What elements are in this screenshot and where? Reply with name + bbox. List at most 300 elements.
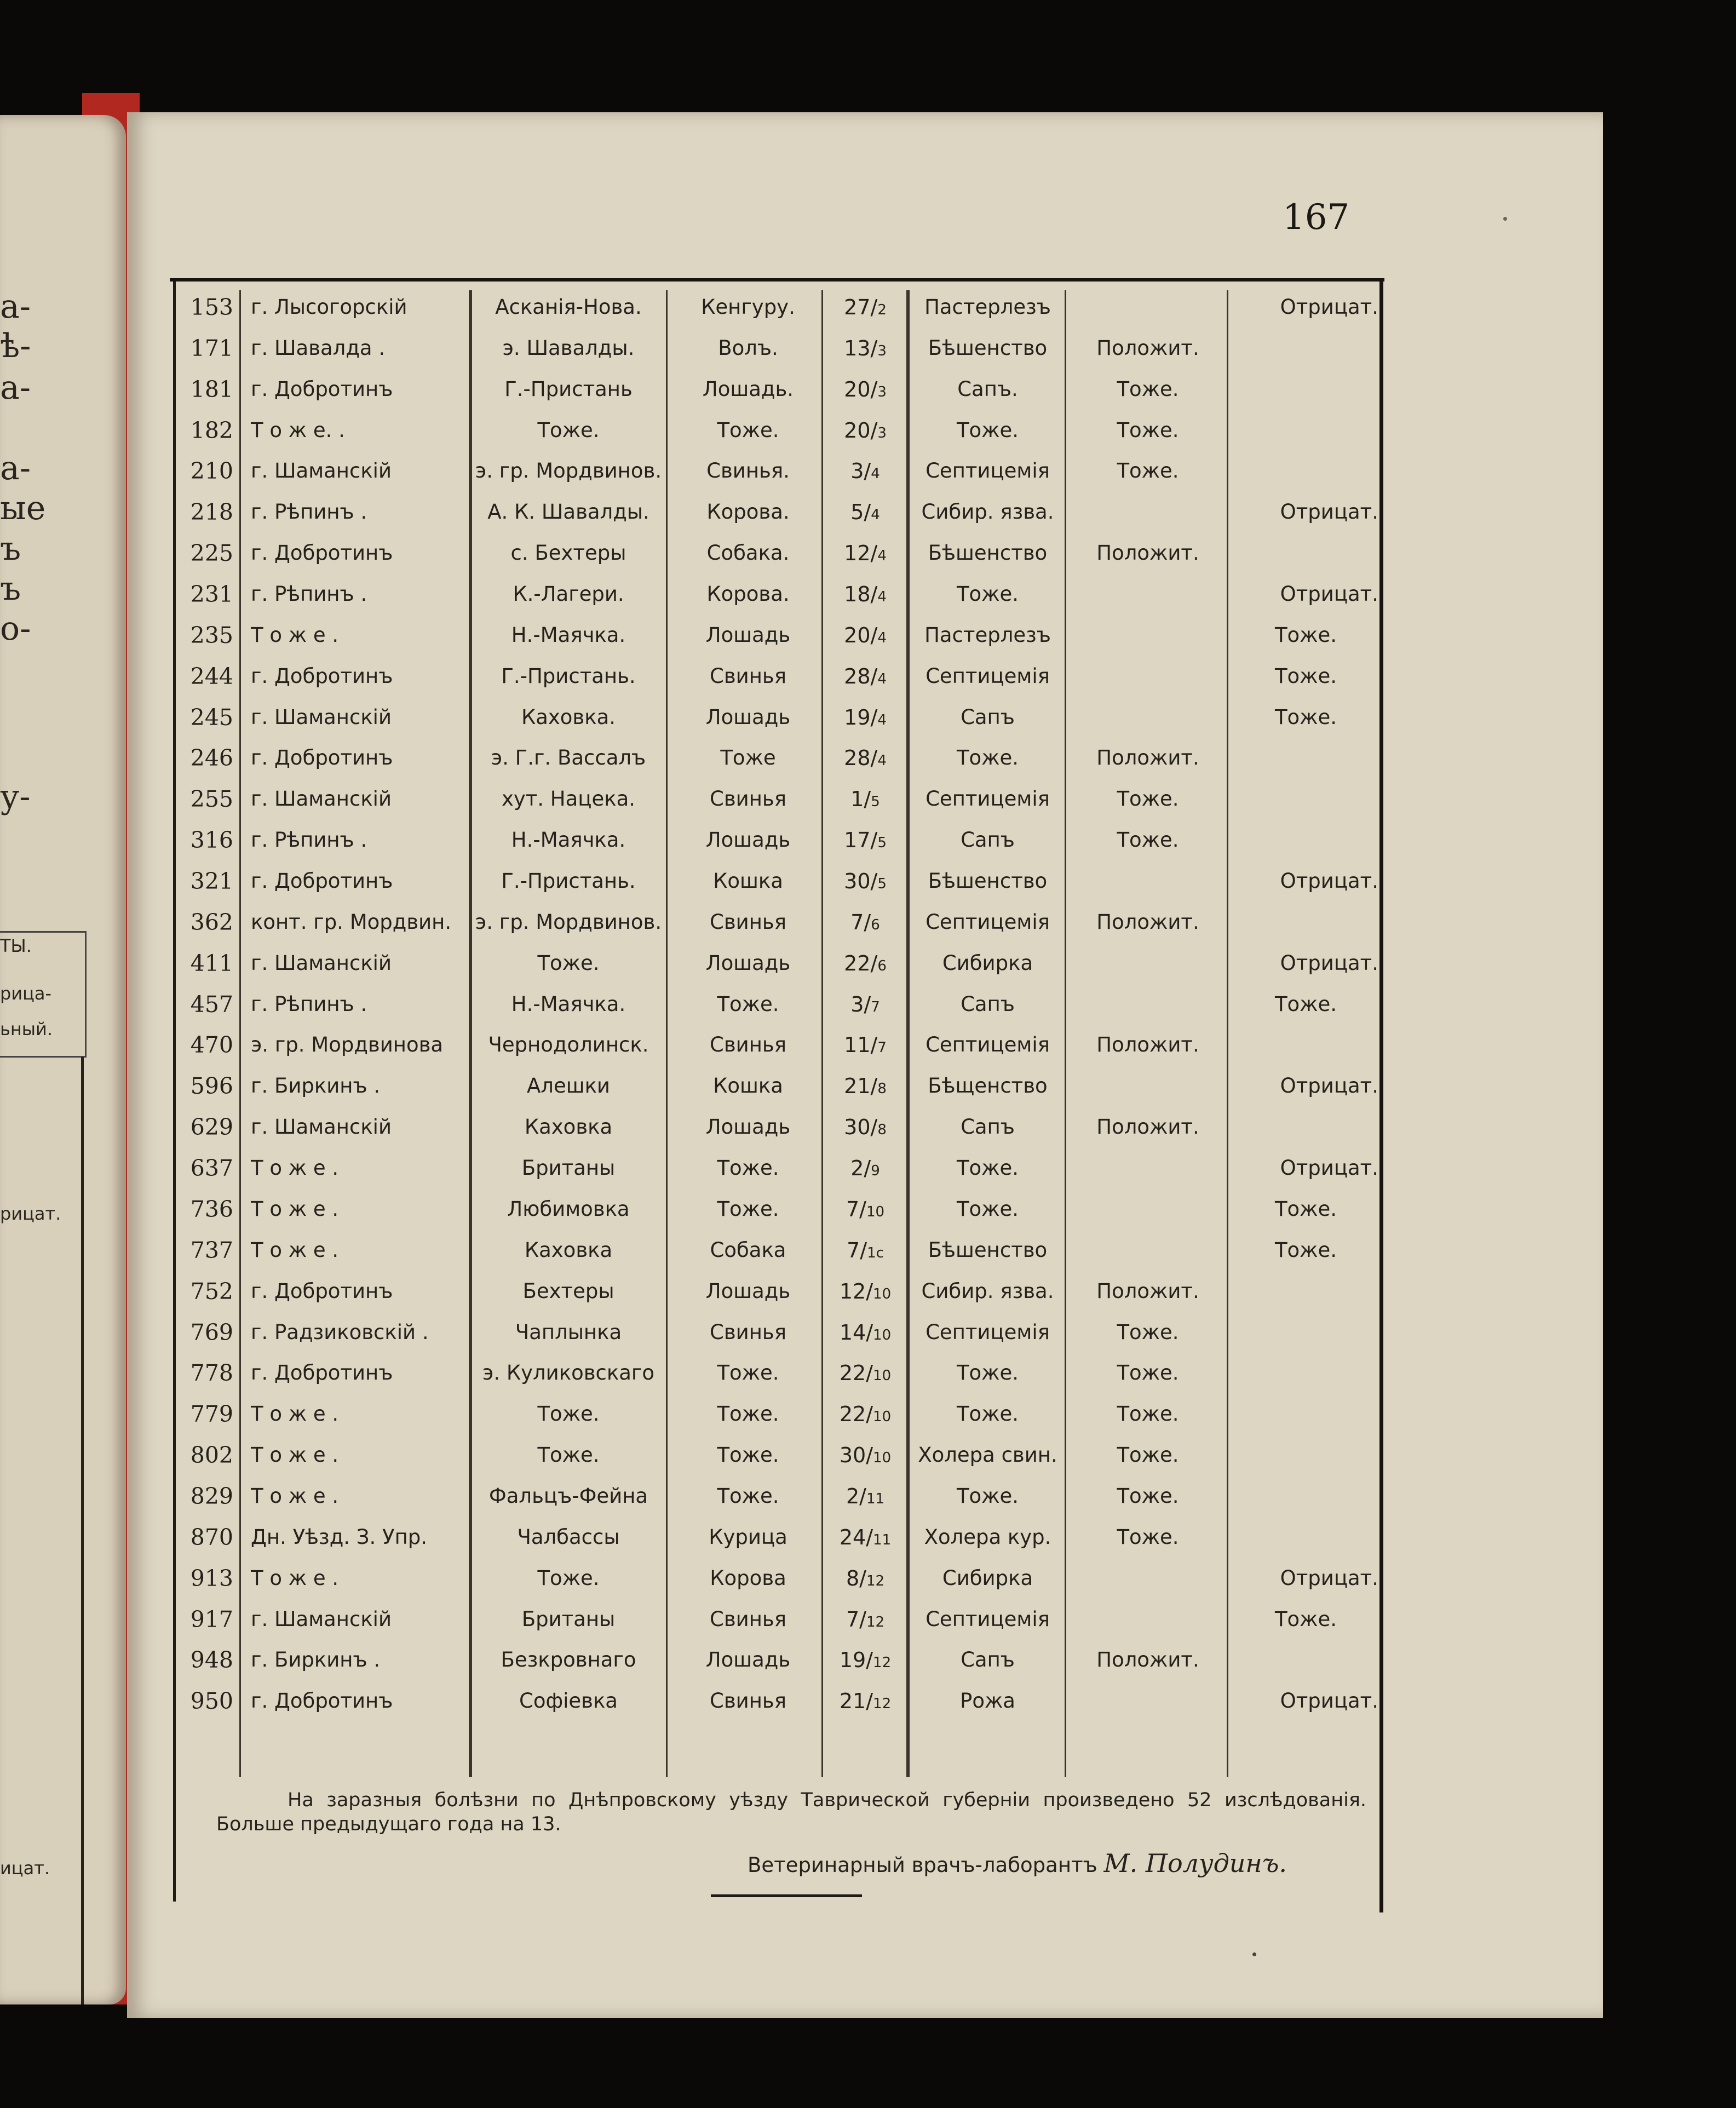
cell-animal: Лошадь [705,1115,791,1139]
cell-negative: Отрицат. [1280,951,1378,975]
cell-positive [1066,1190,1230,1229]
cell-number: 218 [190,499,233,526]
cell-sender: г. Добротинъ [251,869,393,893]
cell-date-day: 11 [844,1033,871,1058]
cell-disease: Бѣшенство [928,336,1048,360]
cell-disease: Септицемія [926,664,1050,688]
cell-sender: г. Добротинъ [251,377,393,401]
cell-date-day: 2 [846,1484,860,1508]
cell-animal: Корова [710,1566,786,1590]
cell-date: 7/10 [846,1197,885,1221]
cell-date: 3/7 [850,992,880,1016]
cell-animal: Тоже [720,746,776,770]
cell-disease: Тоже. [956,1197,1019,1221]
cell-date-month: 4 [871,507,880,524]
cell-place: э. гр. Мордвинов. [475,910,662,934]
cell-date-day: 20 [844,418,871,443]
cell-date-month: 7 [871,998,880,1015]
cell-negative [1233,1353,1378,1393]
cell-date-month: 2 [877,302,887,318]
cell-date-month: 10 [873,1285,892,1302]
cell-place: э. Куликовскаго [482,1361,654,1385]
cell-disease: Сапъ. [957,377,1018,401]
left-page-text: рица- [0,983,52,1004]
cell-positive [1066,861,1230,901]
cell-negative: Тоже. [1274,1238,1337,1262]
cell-date-month: 10 [873,1368,892,1385]
cell-animal: Кошка [713,1074,783,1098]
cell-animal: Тоже. [717,1361,779,1385]
cell-place: Бехтеры [522,1279,614,1303]
cell-date: 17/5 [844,828,887,853]
cell-date: 7/6 [850,910,880,934]
cell-sender: Дн. Уѣзд. З. Упр. [251,1525,428,1549]
left-page-text: ъ [0,570,21,608]
cell-sender: Т о ж е . [251,1566,339,1590]
cell-date-month: 5 [877,835,887,852]
cell-positive: Положит. [1096,1115,1199,1139]
cell-animal: Корова. [706,582,790,606]
cell-date: 19/4 [844,705,887,730]
cell-positive [1066,1681,1230,1721]
cell-negative: Тоже. [1274,705,1337,729]
cell-place: Каховка. [521,705,616,729]
cell-date-day: 5 [850,500,864,525]
cell-place: Тоже. [537,1566,600,1590]
cell-sender: г. Шаманскій [251,459,392,483]
left-page-text: ТЫ. [0,935,32,956]
cell-date: 2/9 [850,1156,880,1181]
cell-date-month: 8 [877,1081,887,1098]
left-page-text: а- [0,369,31,407]
cell-negative [1233,370,1378,409]
cell-date-month: 3 [877,342,887,359]
cell-date-day: 21 [844,1074,871,1099]
cell-place: э. Шавалды. [502,336,635,360]
cell-sender: г. Шаманскій [251,1607,392,1631]
cell-date-day: 14 [839,1320,866,1345]
cell-negative [1233,1477,1378,1516]
cell-date: 12/4 [844,541,887,566]
signature-title: Ветеринарный врачъ-лаборантъ [748,1853,1097,1877]
cell-place: э. гр. Мордвинов. [475,459,662,483]
cell-disease: Холера кур. [924,1525,1051,1549]
cell-sender: Т о ж е . [251,1402,339,1426]
cell-date: 20/3 [844,377,887,401]
cell-sender: Т о ж е . [251,1238,339,1262]
cell-number: 802 [190,1442,233,1469]
cell-negative: Тоже. [1274,1607,1337,1631]
cell-sender: г. Рѣпинъ . [251,992,367,1016]
cell-date: 5/4 [850,500,880,525]
cell-disease: Тоже. [956,582,1019,606]
cell-place: э. Г.г. Вассалъ [491,746,646,770]
cell-place: К.-Лагери. [513,582,624,606]
cell-number: 769 [190,1319,233,1346]
cell-sender: г. Рѣпинъ . [251,582,367,606]
left-page-text: ѣ- [0,327,31,365]
cell-number: 244 [190,663,233,690]
cell-place: Г.-Пристань [504,377,633,401]
cell-positive: Тоже. [1117,459,1179,483]
cell-disease: Пастерлезъ [924,295,1051,319]
cell-sender: г. Добротинъ [251,1689,393,1713]
cell-place: Тоже. [537,1402,600,1426]
cell-number: 917 [190,1606,233,1633]
cell-disease: Рожа [960,1689,1015,1713]
cell-sender: г. Шаманскій [251,787,392,811]
cell-disease: Бѣщенство [928,1074,1048,1098]
footer-rule [711,1894,862,1897]
cell-positive [1066,288,1230,327]
cell-date-month: 5 [871,794,880,811]
cell-number: 950 [190,1688,233,1715]
left-page-text: ые [0,489,46,527]
cell-date-day: 8 [846,1566,860,1590]
cell-date: 19/12 [839,1648,892,1673]
cell-number: 245 [190,704,233,731]
cell-date: 27/2 [844,295,887,319]
cell-negative: Отрицат. [1280,582,1378,606]
cell-number: 752 [190,1278,233,1305]
cell-positive: Положит. [1096,541,1199,565]
cell-place: Британы [521,1607,616,1631]
cell-date: 30/5 [844,869,887,894]
signature-line [657,1848,1287,1878]
cell-number: 629 [190,1114,233,1141]
cell-place: Каховка [524,1238,613,1262]
cell-date: 12/10 [839,1279,892,1303]
cell-sender: г. Добротинъ [251,746,393,770]
paper-speck [1503,217,1507,221]
cell-negative: Тоже. [1274,664,1337,688]
cell-positive: Положит. [1096,910,1199,934]
cell-date-day: 17 [844,828,871,853]
cell-disease: Тоже. [956,746,1019,770]
cell-date-day: 3 [850,459,864,484]
paper-speck [1252,1952,1256,1956]
cell-place: Г.-Пристань. [501,869,636,893]
cell-sender: г. Шаманскій [251,1115,392,1139]
cell-negative: Отрицат. [1280,869,1378,893]
cell-date-month: 11 [873,1531,892,1548]
cell-negative [1233,1394,1378,1434]
cell-disease: Сапъ [961,705,1015,729]
cell-animal: Свинья [710,787,786,811]
cell-number: 737 [190,1237,233,1263]
cell-date-day: 7 [846,1197,860,1221]
cell-date-day: 27 [844,295,871,319]
cell-number: 457 [190,991,233,1018]
cell-positive [1066,1148,1230,1188]
cell-sender: г. Добротинъ [251,1361,393,1385]
cell-date: 20/4 [844,623,887,647]
cell-sender: Т о ж е . [251,1197,339,1221]
cell-sender: г. Добротинъ [251,541,393,565]
cell-place: хут. Нацека. [501,787,636,811]
cell-disease: Сапъ [961,1648,1015,1672]
cell-sender: г. Биркинъ . [251,1074,381,1098]
cell-disease: Тоже. [956,1484,1019,1508]
cell-place: Н.-Маячка. [511,828,626,852]
cell-date-month: 5 [877,876,887,893]
cell-date-day: 24 [839,1525,866,1549]
cell-positive: Тоже. [1117,828,1179,852]
cell-date-day: 19 [844,705,871,730]
cell-date: 21/12 [839,1689,892,1714]
cell-number: 171 [190,335,233,361]
cell-negative: Отрицат. [1280,1689,1378,1713]
cell-date-month: 6 [871,916,880,933]
cell-sender: Т о ж е . [251,1156,339,1180]
cell-sender: э. гр. Мордвинова [251,1033,444,1057]
cell-date-day: 28 [844,746,871,771]
table-top-rule [170,278,1384,282]
cell-animal: Свинья [710,1033,786,1057]
cell-animal: Свинья [710,1689,786,1713]
cell-number: 255 [190,786,233,813]
cell-animal: Собака [710,1238,786,1262]
left-page-text: о- [0,610,31,648]
cell-place: Софіевка [519,1689,618,1713]
cell-number: 736 [190,1196,233,1222]
cell-negative: Отрицат. [1280,1074,1378,1098]
cell-date: 28/4 [844,746,887,771]
cell-date-month: 4 [877,629,887,646]
cell-number: 411 [190,950,233,977]
cell-place: Тоже. [537,1443,600,1467]
cell-animal: Тоже. [717,1156,779,1180]
cell-positive: Положит. [1096,1279,1199,1303]
left-page-text: ицат. [0,1858,50,1879]
left-page-text: у- [0,778,31,816]
cell-date: 21/8 [844,1074,887,1099]
cell-place: Любимовка [507,1197,630,1221]
cell-disease: Сапъ [961,1115,1015,1139]
cell-negative [1233,1025,1378,1065]
cell-animal: Тоже. [717,1402,779,1426]
cell-date-month: 3 [877,424,887,441]
cell-negative [1233,1272,1378,1311]
cell-positive: Тоже. [1117,787,1179,811]
cell-date: 22/6 [844,951,887,975]
cell-sender: Т о ж е . [251,1443,339,1467]
cell-date: 22/10 [839,1402,892,1427]
cell-negative: Тоже. [1274,623,1337,647]
cell-number: 637 [190,1155,233,1182]
cell-date-day: 1 [850,787,864,812]
cell-animal: Курица [709,1525,787,1549]
cell-negative: Отрицат. [1280,500,1378,524]
cell-positive: Положит. [1096,1033,1199,1057]
cell-negative [1233,411,1378,450]
cell-date-month: 1с [867,1244,884,1261]
cell-sender: г. Добротинъ [251,664,393,688]
cell-number: 778 [190,1360,233,1387]
cell-number: 948 [190,1647,233,1674]
cell-date-day: 3 [850,992,864,1016]
cell-animal: Лошадь [705,951,791,975]
cell-place: А. К. Шавалды. [487,500,649,524]
cell-negative [1233,1518,1378,1557]
cell-date-day: 30 [844,1115,871,1140]
cell-positive: Тоже. [1117,1484,1179,1508]
cell-date-day: 7 [847,1238,860,1262]
cell-animal: Свинья [710,1320,786,1344]
cell-positive: Положит. [1096,746,1199,770]
cell-sender: Т о ж е . [251,623,339,647]
left-page-fragment [0,115,126,2004]
cell-negative [1233,738,1378,778]
cell-sender: г. Рѣпинъ . [251,828,367,852]
cell-negative [1233,1313,1378,1352]
cell-date-month: 10 [873,1409,892,1426]
cell-positive [1066,657,1230,696]
cell-sender: г. Шаманскій [251,705,392,729]
cell-disease: Тоже. [956,1402,1019,1426]
cell-disease: Холера свин. [918,1443,1057,1467]
cell-animal: Лошадь. [702,377,794,401]
cell-disease: Сапъ [961,992,1015,1016]
cell-place: с. Бехтеры [510,541,626,565]
cell-date-month: 8 [877,1122,887,1139]
cell-date-month: 12 [866,1613,885,1630]
cell-date-month: 12 [873,1696,892,1713]
cell-date-month: 4 [877,548,887,565]
cell-number: 225 [190,540,233,567]
cell-date: 7/12 [846,1607,885,1632]
cell-animal: Лошадь [705,828,791,852]
left-page-text: а- [0,288,31,326]
cell-disease: Септицемія [926,459,1050,483]
cell-disease: Сибир. язва. [921,1279,1054,1303]
cell-sender: г. Шаманскій [251,951,392,975]
cell-animal: Корова. [706,500,790,524]
cell-animal: Тоже. [717,992,779,1016]
cell-negative: Отрицат. [1280,295,1378,319]
cell-sender: Т о ж е. . [251,418,345,442]
cell-date-month: 9 [871,1163,880,1180]
left-page-text: ьный. [0,1019,53,1039]
cell-positive: Тоже. [1117,1525,1179,1549]
cell-positive [1066,985,1230,1024]
cell-number: 182 [190,417,233,444]
cell-animal: Лошадь [705,705,791,729]
cell-place: Тоже. [537,418,600,442]
cell-disease: Пастерлезъ [924,623,1051,647]
cell-date-month: 4 [877,753,887,769]
cell-sender: г. Добротинъ [251,1279,393,1303]
cell-animal: Тоже. [717,1484,779,1508]
cell-negative [1233,903,1378,942]
cell-date-day: 7 [846,1607,860,1632]
left-page-rule [81,1057,84,2004]
cell-date: 13/3 [844,336,887,360]
cell-positive: Тоже. [1117,377,1179,401]
cell-positive [1066,1066,1230,1106]
column-divider [666,290,668,1777]
cell-date: 28/4 [844,664,887,688]
cell-animal: Свинья [710,664,786,688]
cell-sender: г. Шавалда . [251,336,386,360]
cell-number: 231 [190,581,233,608]
cell-date-month: 4 [871,466,880,483]
cell-date: 30/10 [839,1443,892,1468]
left-page-table-box [0,931,87,1058]
cell-animal: Волъ. [718,336,778,360]
cell-negative [1233,533,1378,573]
cell-date: 14/10 [839,1320,892,1345]
cell-date-day: 7 [850,910,864,934]
cell-number: 362 [190,909,233,935]
cell-date-month: 12 [866,1572,885,1589]
cell-animal: Свинья. [706,459,790,483]
cell-date-day: 30 [844,869,871,894]
cell-date: 3/4 [850,459,880,484]
cell-sender: г. Рѣпинъ . [251,500,367,524]
cell-animal: Лошадь [705,1279,791,1303]
cell-negative: Отрицат. [1280,1566,1378,1590]
cell-positive: Положит. [1096,1648,1199,1672]
cell-negative [1233,820,1378,860]
cell-number: 913 [190,1565,233,1592]
cell-date: 30/8 [844,1115,887,1140]
left-page-text: а- [0,449,31,487]
cell-date-day: 20 [844,623,871,647]
cell-date: 1/5 [850,787,880,812]
cell-date-month: 10 [873,1326,892,1343]
cell-date-day: 2 [850,1156,864,1181]
cell-place: Асканія-Нова. [495,295,642,319]
cell-date-month: 11 [866,1490,885,1507]
left-page-text: ъ [0,530,21,568]
cell-date: 24/11 [839,1525,892,1549]
cell-negative [1233,1640,1378,1680]
cell-negative: Отрицат. [1280,1156,1378,1180]
cell-date-day: 13 [844,336,871,360]
column-divider [239,290,241,1777]
cell-sender: г. Лысогорскій [251,295,407,319]
cell-place: Чалбассы [517,1525,620,1549]
cell-disease: Бѣшенство [928,1238,1048,1262]
cell-place: Тоже. [537,951,600,975]
cell-negative [1233,451,1378,491]
cell-number: 779 [190,1401,233,1428]
cell-positive: Тоже. [1117,1443,1179,1467]
cell-disease: Сибир. язва. [921,500,1054,524]
cell-positive: Тоже. [1117,1320,1179,1344]
cell-animal: Тоже. [717,1443,779,1467]
cell-date-day: 18 [844,582,871,607]
cell-animal: Собака. [706,541,790,565]
cell-negative: Тоже. [1274,1197,1337,1221]
cell-number: 829 [190,1483,233,1509]
cell-date: 7/1с [847,1238,884,1262]
cell-number: 870 [190,1524,233,1550]
cell-date-month: 4 [877,589,887,606]
cell-disease: Бѣшенство [928,869,1048,893]
cell-negative [1233,779,1378,819]
cell-date-month: 7 [877,1039,887,1056]
cell-positive [1066,492,1230,532]
cell-animal: Лошадь [705,623,791,647]
cell-sender: г. Радзиковскій . [251,1320,429,1344]
cell-animal: Лошадь [705,1648,791,1672]
cell-date-day: 22 [839,1361,866,1386]
cell-date-month: 3 [877,383,887,400]
cell-disease: Септицемія [926,1607,1050,1631]
cell-sender: г. Биркинъ . [251,1648,381,1672]
